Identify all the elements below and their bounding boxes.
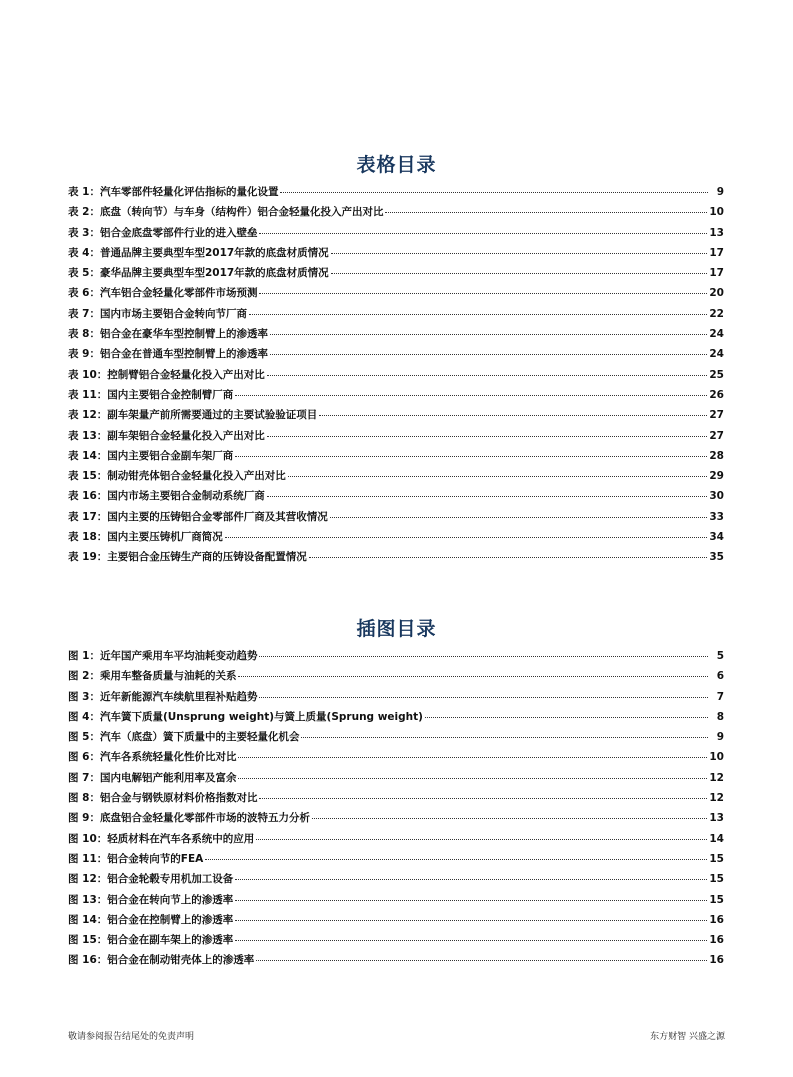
figure-toc-entry[interactable] [68,770,724,790]
table-toc-entry[interactable] [68,448,724,468]
toc-entry-label: 图 6：汽车各系统轻量化性价比对比 [68,751,237,764]
table-toc-entry[interactable] [68,306,724,326]
toc-dot-leader [238,756,707,758]
toc-entry-page: 13 [709,812,724,825]
toc-entry-label: 图 15：铝合金在副车架上的渗透率 [68,934,234,947]
toc-entry-page: 12 [709,771,724,784]
figure-toc-entry[interactable] [68,912,724,932]
figure-toc-entry[interactable] [68,871,724,891]
toc-entry-page: 10 [709,751,724,764]
toc-entry-label: 表 12：副车架量产前所需要通过的主要试验验证项目 [68,409,318,422]
toc-dot-leader [301,736,708,738]
table-toc-entry[interactable] [68,529,724,549]
toc-entry-label: 图 4：汽车簧下质量(Unsprung weight)与簧上质量(Sprung weight) [68,710,423,723]
toc-entry-page: 27 [709,409,724,422]
toc-dot-leader [385,211,707,213]
toc-entry-page: 17 [709,246,724,259]
toc-dot-leader [235,899,707,901]
toc-entry-label: 表 9：铝合金在普通车型控制臂上的渗透率 [68,348,268,361]
toc-entry-label: 表 7：国内市场主要铝合金转向节厂商 [68,307,247,320]
table-toc-entry[interactable] [68,488,724,508]
table-toc-entry[interactable] [68,407,724,427]
toc-entry-page: 9 [716,186,724,198]
toc-entry-page: 15 [709,873,724,886]
toc-entry-page: 29 [709,470,724,483]
toc-dot-leader [309,556,708,558]
toc-entry-label: 表 17：国内主要的压铸铝合金零部件厂商及其营收情况 [68,510,328,523]
toc-entry-page: 27 [709,429,724,442]
table-toc-entry[interactable] [68,245,724,265]
toc-entry-label: 图 1：近年国产乘用车平均油耗变动趋势 [68,650,258,662]
toc-dot-leader [331,272,708,274]
table-toc-entry[interactable] [68,468,724,488]
toc-entry-page: 22 [709,307,724,320]
toc-entry-page: 20 [709,287,724,300]
table-toc-entry[interactable] [68,387,724,407]
toc-dot-leader [235,919,707,921]
toc-entry-label: 表 13：副车架铝合金轻量化投入产出对比 [68,429,265,442]
toc-entry-label: 表 10：控制臂铝合金轻量化投入产出对比 [68,368,265,381]
toc-entry-page: 15 [709,852,724,865]
toc-entry-page: 17 [709,267,724,280]
toc-dot-leader [235,939,707,941]
toc-entry-label: 图 11：铝合金转向节的FEA [68,852,204,865]
toc-entry-page: 14 [709,832,724,845]
toc-entry-label: 图 16：铝合金在制动钳壳体上的渗透率 [68,954,255,967]
toc-entry-label: 表 11：国内主要铝合金控制臂厂商 [68,388,234,401]
table-toc-entry[interactable] [68,204,724,224]
figure-toc-entry[interactable] [68,851,724,871]
toc-entry-label: 图 12：铝合金轮毂专用机加工设备 [68,873,234,886]
toc-entry-label: 表 2：底盘（转向节）与车身（结构件）铝合金轻量化投入产出对比 [68,206,384,219]
toc-entry-label: 表 14：国内主要铝合金副车架厂商 [68,449,234,462]
toc-dot-leader [288,475,708,477]
toc-entry-label: 表 5：豪华品牌主要典型车型2017年款的底盘材质情况 [68,267,329,280]
toc-dot-leader [267,435,708,437]
toc-entry-label: 表 6：汽车铝合金轻量化零部件市场预测 [68,287,258,300]
toc-dot-leader [238,675,708,677]
toc-entry-page: 34 [709,531,724,544]
toc-dot-leader [235,394,707,396]
toc-dot-leader [256,959,707,961]
figure-toc-entry[interactable] [68,810,724,830]
table-toc-entry[interactable] [68,549,724,569]
toc-dot-leader [235,455,707,457]
table-toc-entry[interactable] [68,225,724,245]
toc-entry-label: 表 8：铝合金在豪华车型控制臂上的渗透率 [68,328,268,341]
toc-dot-leader [312,817,707,819]
toc-entry-label: 图 14：铝合金在控制臂上的渗透率 [68,913,234,926]
toc-entry-page: 7 [716,690,724,703]
toc-dot-leader [259,292,707,294]
toc-entry-label: 图 2：乘用车整备质量与油耗的关系 [68,670,237,683]
toc-dot-leader [238,777,707,779]
table-toc-entry[interactable] [68,265,724,285]
toc-entry-page: 25 [709,368,724,381]
toc-entry-page: 12 [709,792,724,805]
tables-toc-list [68,184,724,570]
toc-entry-page: 6 [716,670,724,683]
toc-entry-page: 24 [709,348,724,361]
toc-dot-leader [205,858,707,860]
toc-dot-leader [319,414,707,416]
figure-toc-entry[interactable] [68,749,724,769]
toc-entry-page: 16 [709,913,724,926]
toc-entry-label: 表 3：铝合金底盘零部件行业的进入壁垒 [68,226,258,239]
table-toc-entry[interactable] [68,509,724,529]
figure-toc-entry[interactable] [68,648,724,668]
toc-entry-page: 5 [716,650,724,662]
figure-toc-entry[interactable] [68,668,724,688]
tables-toc-title: 表格目录 [356,154,437,176]
toc-entry-label: 表 16：国内市场主要铝合金制动系统厂商 [68,490,265,503]
figures-toc-title: 插图目录 [356,618,437,640]
toc-dot-leader [225,536,708,538]
toc-dot-leader [267,495,708,497]
figure-toc-entry[interactable] [68,729,724,749]
toc-dot-leader [256,838,707,840]
toc-dot-leader [267,374,708,376]
toc-entry-page: 15 [709,893,724,906]
toc-entry-label: 图 10：轻质材料在汽车各系统中的应用 [68,832,255,845]
toc-dot-leader [425,716,708,718]
toc-entry-page: 30 [709,490,724,503]
figure-toc-entry[interactable] [68,932,724,952]
toc-entry-label: 图 7：国内电解铝产能利用率及富余 [68,771,237,784]
figure-toc-entry[interactable] [68,790,724,810]
figure-toc-entry[interactable] [68,709,724,729]
figure-toc-entry[interactable] [68,952,724,972]
toc-dot-leader [280,191,708,193]
toc-entry-label: 图 13：铝合金在转向节上的渗透率 [68,893,234,906]
toc-dot-leader [270,353,707,355]
footer-disclaimer: 敬请参阅报告结尾处的免责声明 [68,1032,195,1042]
toc-entry-page: 16 [709,934,724,947]
toc-entry-label: 表 19：主要铝合金压铸生产商的压铸设备配置情况 [68,551,307,564]
toc-entry-label: 图 9：底盘铝合金轻量化零部件市场的波特五力分析 [68,812,310,825]
toc-entry-label: 表 1：汽车零部件轻量化评估指标的量化设置 [68,186,279,198]
table-toc-entry[interactable] [68,346,724,366]
toc-entry-page: 26 [709,388,724,401]
toc-entry-page: 13 [709,226,724,239]
table-toc-entry[interactable] [68,184,724,204]
toc-dot-leader [235,878,707,880]
toc-entry-page: 9 [716,731,724,744]
toc-dot-leader [270,333,707,335]
toc-dot-leader [331,252,708,254]
toc-entry-label: 图 3：近年新能源汽车续航里程补贴趋势 [68,690,258,703]
toc-entry-page: 28 [709,449,724,462]
table-toc-entry[interactable] [68,326,724,346]
toc-dot-leader [259,655,708,657]
toc-dot-leader [249,313,707,315]
toc-dot-leader [259,696,708,698]
toc-entry-label: 图 8：铝合金与钢铁原材料价格指数对比 [68,792,258,805]
toc-dot-leader [259,797,707,799]
toc-dot-leader [330,516,708,518]
figure-toc-entry[interactable] [68,892,724,912]
table-toc-entry[interactable] [68,285,724,305]
toc-entry-label: 表 4：普通品牌主要典型车型2017年款的底盘材质情况 [68,246,329,259]
toc-entry-page: 8 [716,710,724,723]
toc-dot-leader [259,232,707,234]
figures-toc-list [68,648,724,973]
toc-entry-page: 33 [709,510,724,523]
toc-entry-page: 35 [709,551,724,564]
toc-entry-page: 16 [709,954,724,967]
figure-toc-entry[interactable] [68,689,724,709]
toc-entry-label: 图 5：汽车（底盘）簧下质量中的主要轻量化机会 [68,731,300,744]
footer-slogan: 东方财智 兴盛之源 [650,1032,725,1042]
toc-entry-page: 10 [709,206,724,219]
table-toc-entry[interactable] [68,367,724,387]
toc-entry-page: 24 [709,328,724,341]
toc-entry-label: 表 18：国内主要压铸机厂商简况 [68,531,223,544]
figure-toc-entry[interactable] [68,831,724,851]
toc-entry-label: 表 15：制动钳壳体铝合金轻量化投入产出对比 [68,470,286,483]
table-toc-entry[interactable] [68,428,724,448]
